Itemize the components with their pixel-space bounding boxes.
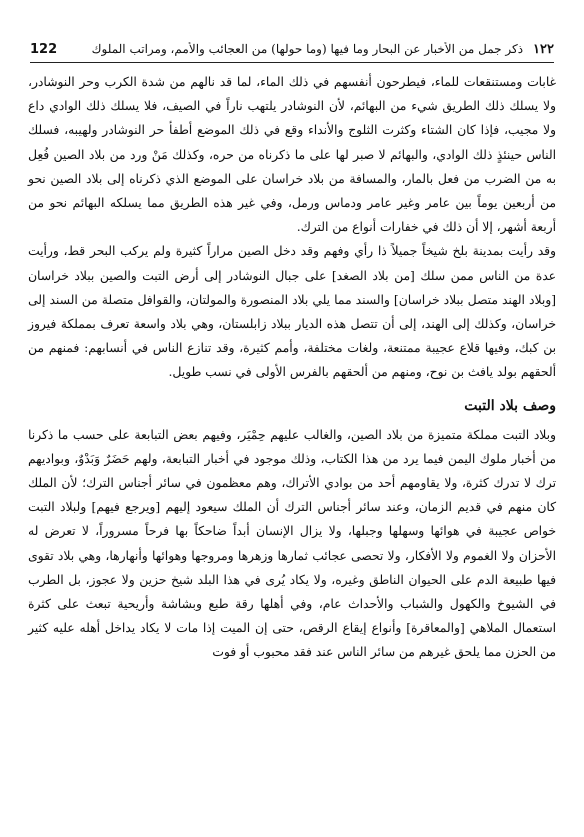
paragraph: وقد رأيت بمدينة بلخ شيخاً جميلاً ذا رأي وفهم وقد دخل الصين مراراً كثيرة ولم يركب البحر قط، ورأيت عدة من الناس ممن سلك [من بلاد الصغد] على جبال النوشادر إلى أرض التبت والصين ببلاد خراسان [وبلاد الهند متصل ببلاد خراسان] والسند مما يلي بلاد المنصورة والمولتان، والقوافل متصلة من السند إلى خراسان، وكذلك إلى الهند، إلى أن تتصل هذه الديار ببلاد زابلستان، وهي بلاد واسعة تعرف بمملكة فيروز بن كبك، وفيها قلاع عجيبة ممتنعة، ولغات مختلفة، وأمم كثيرة، وقد تنازع الناس في أنسابهم: فمنهم من ألحقهم بولد يافث بن نوح، ومنهم من ألحقهم بالفرس الأولى في نسب طويل. xyxy=(28,244,556,380)
page-header xyxy=(30,38,554,60)
running-title: ذكر جمل من الأخبار عن البحار وما فيها (وما حولها) من العجائب والأمم، ومراتب الملوك xyxy=(91,42,524,56)
paragraph: وبلاد التبت مملكة متميزة من بلاد الصين، والغالب عليهم حِمْيَر، وفيهم بعض التبابعة على حسب ما ذكرنا من أخبار ملوك اليمن فيما يرد من هذا الكتاب، وذلك موجود في أخبار التبابعة، ولهم حَضَرٌ وَبَدْوٌ، وبواديهم ترك لا تدرك كثرة، ولا يقاومهم أحد من بوادي الأتراك، وهم معظمون في سائر أجناس الترك؛ لأن الملك كان منهم في قديم الزمان، وعند سائر أجناس الترك أن الملك سيعود إليهم [ويرجع فيهم] ولبلاد التبت خواص عجيبة في هوائها وسهلها وجبلها، ولا يزال الإنسان أبداً ضاحكاً بها فرحاً مسروراً، لا تعرض له الأحزان ولا الغموم ولا الأفكار، ولا تحصى عجائب ثمارها وزهرها ومروجها وهوائها وأنهارها، وهي بلاد تقوى فيها طبيعة الدم على الحيوان الناطق وغيره، ولا يكاد يُرى في هذا البلد شيخ حزين ولا عجوز، بل الطرب في الشيوخ والكهول والشباب والأحداث عام، وفي أهلها رقة طبع وبشاشة وأريحية تبعث على كثرة استعمال الملاهي [والمعاقرة] وأنواع إيقاع الرقص، حتى إن الميت إذا مات لا يكاد يداخل أهله عليه كثير من الحزن مما يلحق غيرهم من سائر الناس عند فقد محبوب أو فوت xyxy=(28,427,556,660)
page-number-arabic: ١٢٢ xyxy=(533,41,554,57)
body-text xyxy=(28,70,556,665)
section-heading: وصف بلاد التبت xyxy=(464,397,556,414)
paragraph: غابات ومستنقعات للماء، فيطرحون أنفسهم في ذلك الماء، لما قد نالهم من شدة الكرب وحر النوشادر، ولا يسلك ذلك الطريق شيء من البهائم، لأن النوشادر يلتهب ناراً في الصيف، فلا يسلك ذلك الوادي داع ولا مجيب، فإذا كان الشتاء وكثرت الثلوج والأنداء وقع في ذلك الموضع أطفأ حر النوشادر ولهيبه، فسلك الناس حينئذٍ ذلك الوادي، والبهائم لا صبر لها على ما ذكرناه من حره، وكذلك مَنْ ورد من بلاد الصين فُعِل به من الضرب من فعل بالمار، والمسافة من بلاد خراسان على الموضع الذي ذكرناه إلى بلاد الصين نحو من أربعين يوماً بين عامر وغير عامر ودماس ورمل، وفي غير هذه الطريق مما يسلكه البهائم نحو من أربعة أشهر، إلا أن ذلك في خفارات أنواع من الترك. xyxy=(28,75,556,235)
running-header xyxy=(92,42,554,57)
page-number-latin: 122 xyxy=(30,41,58,57)
header-rule xyxy=(30,62,554,63)
